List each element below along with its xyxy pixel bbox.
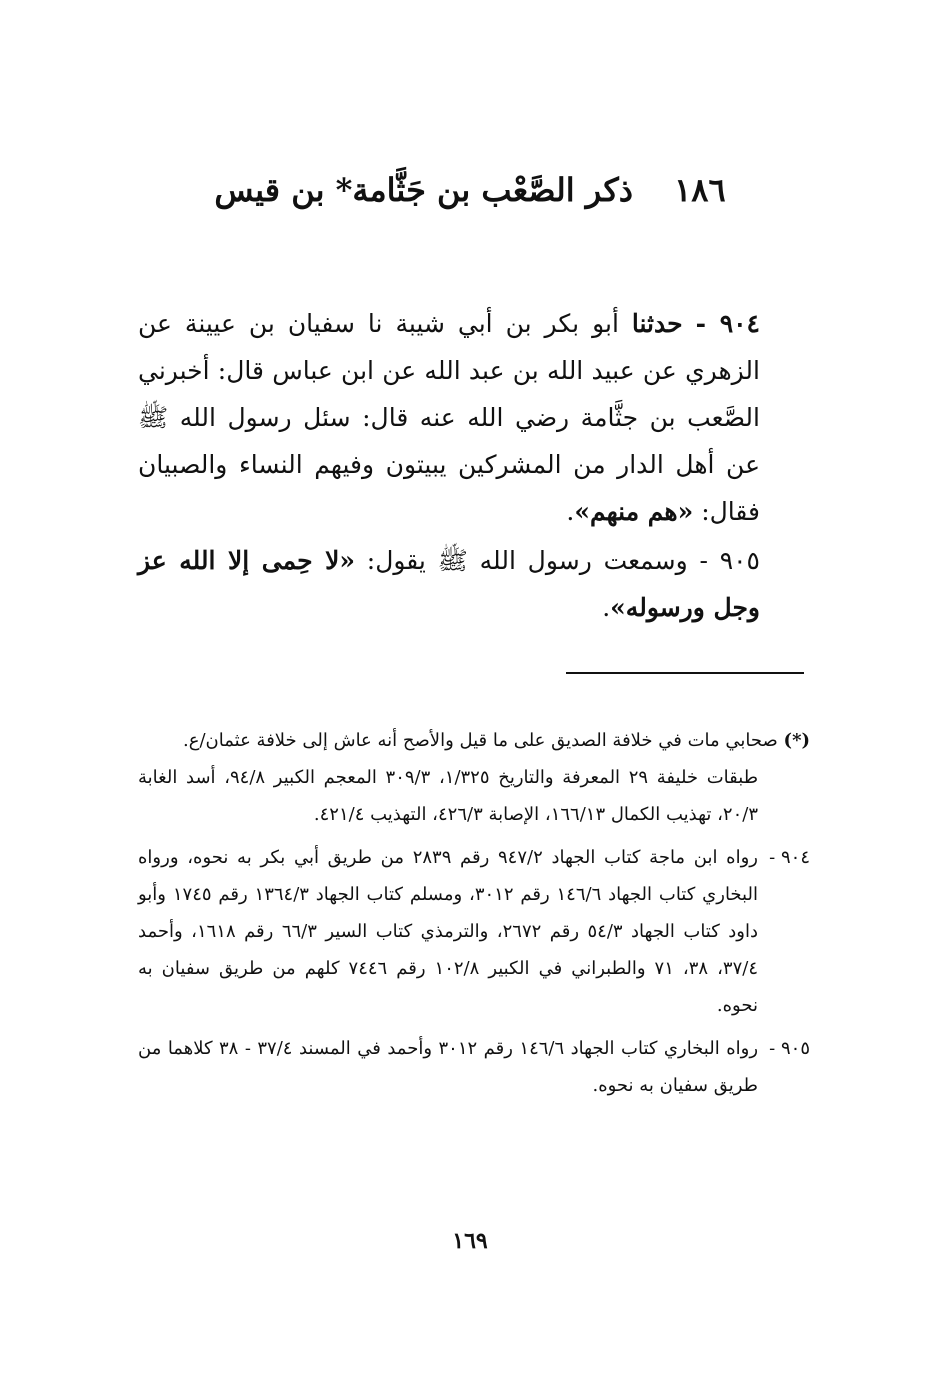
hadith-904-text: أبو بكر بن أبي شيبة نا سفيان بن عيينة عن الزهري عن عبيد الله بن عبد الله عن ابن عباس قال: أخبرني الصَّعب بن جثَّامة رضي الله عنه قال: سئل رسول الله ﷺ عن أهل الدار من المشركين يبيتون وفيهم النساء والصبيان فقال: <box>138 309 760 526</box>
footnote-star-mark: (*) <box>783 730 810 751</box>
footnote-904-mark: ٩٠٤ - <box>769 847 810 868</box>
hadith-904-keyword: حدثنا <box>631 309 683 338</box>
hadith-905-end: . <box>602 593 611 622</box>
chapter-title: ذكر الصَّعْب بن جَثَّامة* بن قيس <box>214 171 633 209</box>
hadith-904-number: ٩٠٤ - <box>695 309 760 338</box>
hadith-905-quote: «لا حِمى إلا الله عز وجل ورسوله» <box>138 546 760 622</box>
hadith-905-number: ٩٠٥ - <box>699 546 760 575</box>
hadith-905-text: وسمعت رسول الله ﷺ يقول: <box>366 546 688 575</box>
footnote-905-mark: ٩٠٥ - <box>769 1038 810 1059</box>
chapter-number: ١٨٦ <box>674 171 726 209</box>
hadith-905 <box>138 537 808 631</box>
footnote-905-text: رواه البخاري كتاب الجهاد ١٤٦/٦ رقم ٣٠١٢ وأحمد في المسند ٣٧/٤ - ٣٨ كلاهما من طريق سفيان به نحوه. <box>138 1038 759 1096</box>
footnote-905 <box>138 1030 810 1104</box>
footnotes <box>138 722 810 1110</box>
footnote-904-text: رواه ابن ماجة كتاب الجهاد ٩٤٧/٢ رقم ٢٨٣٩ من طريق أبي بكر به نحوه، ورواه البخاري كتاب الجهاد ١٤٦/٦ رقم ٣٠١٢، ومسلم كتاب الجهاد ١٣٦٤/٣ رقم ١٧٤٥ وأبو داود كتاب الجهاد ٥٤/٣ رقم ٢٦٧٢، والترمذي كتاب السير ٦٦/٣ رقم ١٦١٨، وأحمد ٣٧/٤، ٣٨، ٧١ والطبراني في الكبير ١٠٢/٨ رقم ٧٤٤٦ كلهم من طريق سفيان به نحوه. <box>138 847 758 1016</box>
main-text <box>138 300 808 631</box>
footnote-star-text: صحابي مات في خلافة الصديق على ما قيل والأصح أنه عاش إلى خلافة عثمان/ع. <box>183 730 778 751</box>
footnote-divider <box>566 672 804 674</box>
page-number: ١٦٩ <box>452 1228 488 1254</box>
hadith-904-end: . <box>566 497 575 526</box>
hadith-904-quote: «هم منهم» <box>574 497 694 526</box>
footnote-star <box>138 722 810 833</box>
hadith-904 <box>138 300 808 535</box>
footnote-star-sources: طبقات خليفة ٢٩ المعرفة والتاريخ ١/٣٢٥، ٣٠٩/٣ المعجم الكبير ٩٤/٨، أسد الغابة ٢٠/٣، تهذيب الكمال ١٦٦/١٣، الإصابة ٤٢٦/٣، التهذيب ٤٢١/٤. <box>138 767 759 825</box>
chapter-heading <box>120 160 820 220</box>
footnote-904 <box>138 839 810 1024</box>
